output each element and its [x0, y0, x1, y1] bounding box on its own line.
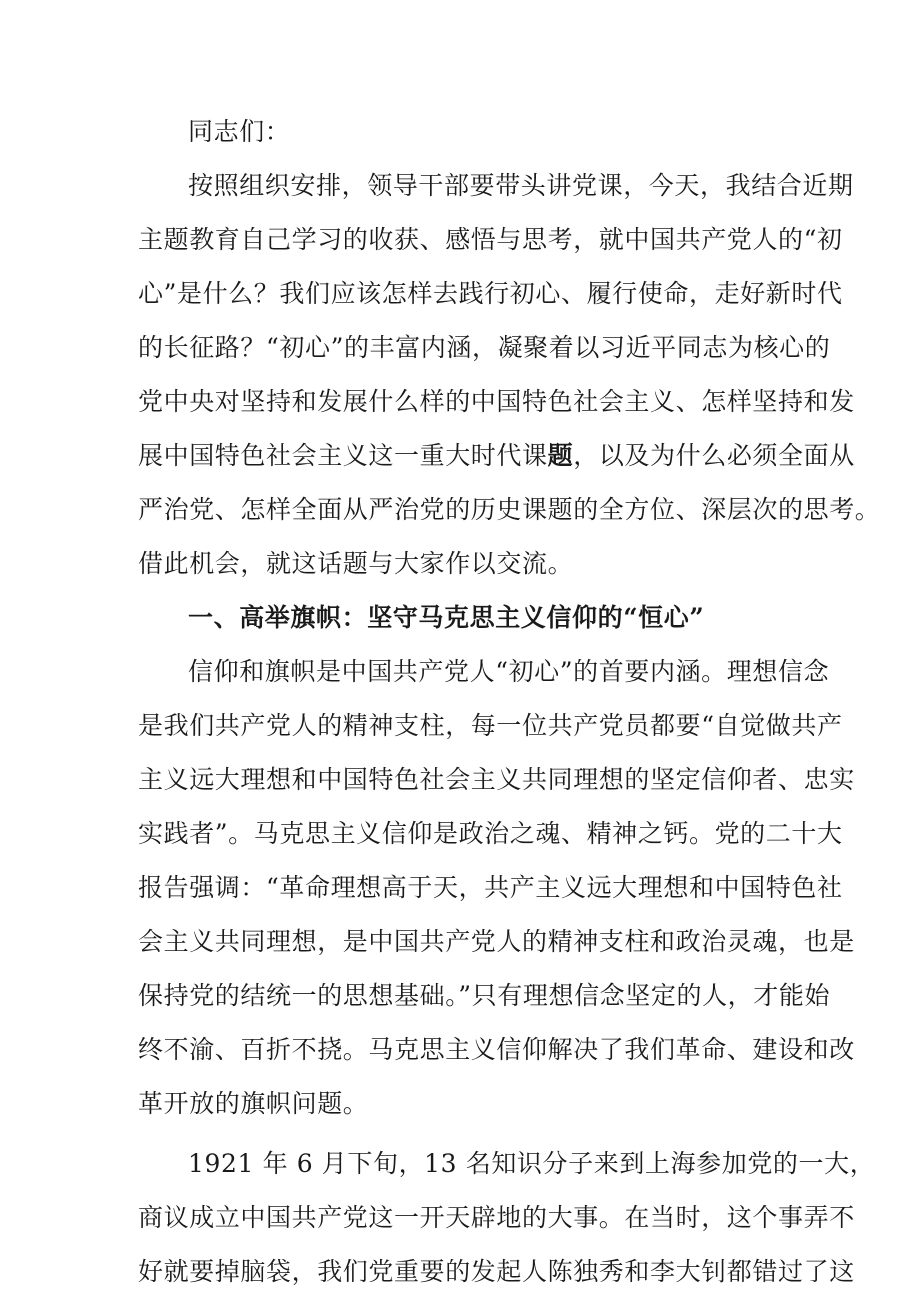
intro-line-8: 借此机会，就这话题与大家作以交流。: [138, 549, 574, 578]
salutation: 同志们：: [188, 117, 291, 146]
intro-line-4: 的长征路？“初心”的丰富内涵，凝聚着以习近平同志为核心的: [138, 333, 831, 362]
intro-line-3: 心”是什么？我们应该怎样去践行初心、履行使命，走好新时代: [138, 279, 843, 308]
section-heading: 一、高举旗帜：坚守马克思主义信仰的“恒心”: [188, 603, 705, 632]
intro-line-6-bold: 题: [547, 441, 574, 470]
section1-line-7: 保持党的结统一的思想基础。”只有理想信念坚定的人，才能始: [138, 981, 831, 1010]
intro-line-1: 按照组织安排，领导干部要带头讲党课，今天，我结合近期: [188, 171, 854, 200]
document-body: [138, 114, 881, 1308]
section1-line-3: 主义远大理想和中国特色社会主义共同理想的坚定信仰者、忠实: [138, 765, 855, 794]
section1-line-5: 报告强调：“革命理想高于天，共产主义远大理想和中国特色社: [138, 873, 843, 902]
section1-line-4: 实践者”。马克思主义信仰是政治之魂、精神之钙。党的二十大: [138, 819, 843, 848]
intro-line-7: 严治党、怎样全面从严治党的历史课题的全方位、深层次的思考。: [138, 495, 881, 524]
intro-line-5: 党中央对坚持和发展什么样的中国特色社会主义、怎样坚持和发: [138, 387, 855, 416]
section1-line-6: 会主义共同理想，是中国共产党人的精神支柱和政治灵魂，也是: [138, 927, 855, 956]
section1-line-2: 是我们共产党人的精神支柱，每一位共产党员都要“自觉做共产: [138, 711, 843, 740]
intro-line-6-after: ，以及为什么必须全面从: [573, 441, 855, 470]
intro-line-6-before: 展中国特色社会主义这一重大时代课: [138, 441, 548, 470]
section1-line-8: 终不渝、百折不挠。马克思主义信仰解决了我们革命、建设和改: [138, 1035, 855, 1064]
section1-line-1: 信仰和旗帜是中国共产党人“初心”的首要内涵。理想信念: [188, 657, 830, 686]
section1-line-9: 革开放的旗帜问题。: [138, 1089, 369, 1118]
section1-para2-line-2: 商议成立中国共产党这一开天辟地的大事。在当时，这个事弄不: [138, 1203, 855, 1232]
section1-para2-line-3: 好就要掉脑袋，我们党重要的发起人陈独秀和李大钊都错过了这: [138, 1257, 855, 1286]
intro-line-6: [138, 438, 855, 492]
intro-line-2: 主题教育自己学习的收获、感悟与思考，就中国共产党人的“初: [138, 225, 843, 254]
section1-para2-line-1: 1921 年 6 月下旬，13 名知识分子来到上海参加党的一大，: [188, 1149, 876, 1178]
